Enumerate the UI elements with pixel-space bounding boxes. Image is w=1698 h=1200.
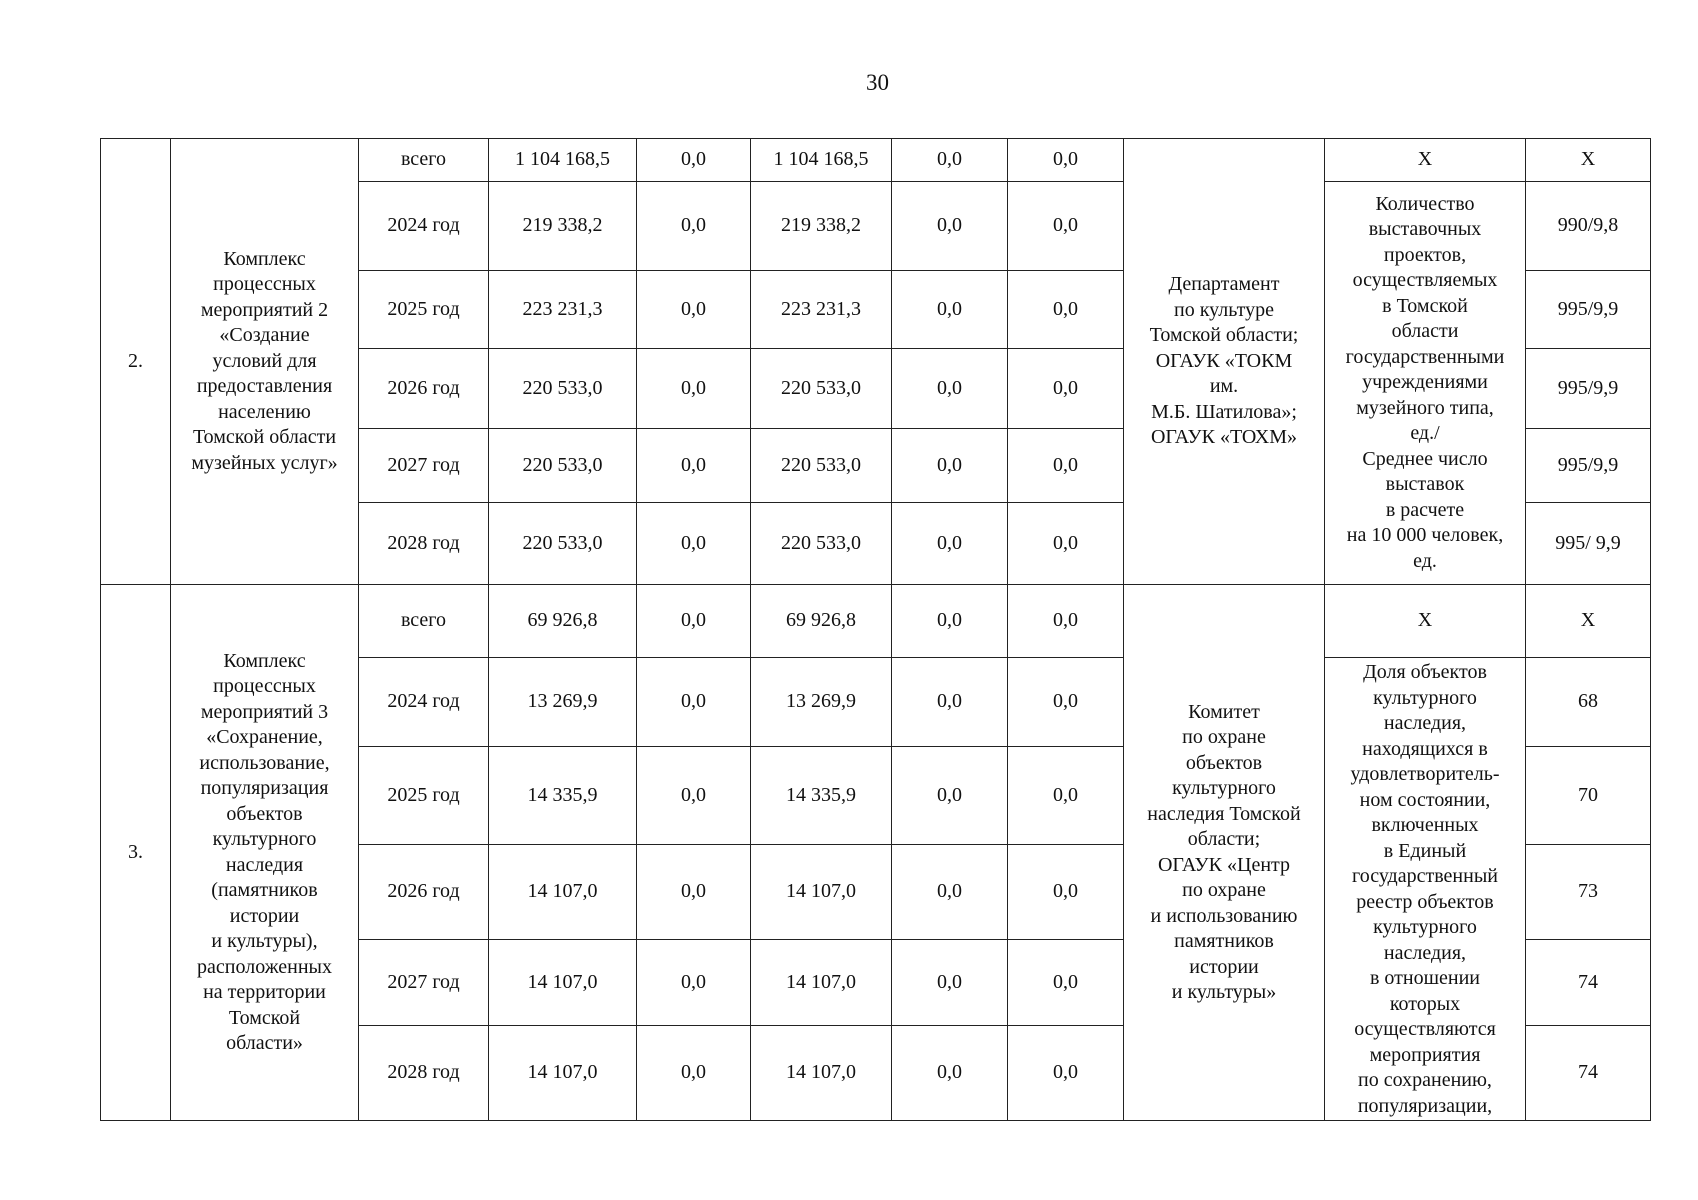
total-cell: 14 107,0 — [489, 940, 637, 1026]
funding-cell: 0,0 — [637, 349, 751, 429]
funding-cell: 0,0 — [1008, 747, 1124, 845]
value-cell: 995/ 9,9 — [1526, 503, 1651, 585]
funding-cell: 0,0 — [892, 271, 1008, 349]
value-cell: 74 — [1526, 940, 1651, 1026]
value-cell: Х — [1526, 585, 1651, 658]
funding-cell: 0,0 — [1008, 658, 1124, 747]
executor-cell: Департамент по культуре Томской области; ОГАУК «ТОКМ им. М.Б. Шатилова»; ОГАУК «ТОХМ» — [1124, 139, 1325, 585]
value-cell: 68 — [1526, 658, 1651, 747]
funding-cell: 0,0 — [637, 139, 751, 182]
funding-cell: 0,0 — [1008, 429, 1124, 503]
total-cell: 1 104 168,5 — [489, 139, 637, 182]
period-cell: 2026 год — [359, 845, 489, 940]
funding-cell: 0,0 — [1008, 182, 1124, 271]
indicator-cell: Доля объектов культурного наследия, находящихся в удовлетворитель- ном состоянии, включенных в Единый государственный реестр объектов культурного наследия, в отношении которых осуществляются мероприятия по сохранению, популяризации, — [1325, 658, 1526, 1121]
total-cell: 219 338,2 — [489, 182, 637, 271]
value-cell: 70 — [1526, 747, 1651, 845]
table-row — [101, 139, 1651, 182]
indicator-x-cell: Х — [1325, 139, 1526, 182]
value-cell: 995/9,9 — [1526, 429, 1651, 503]
period-cell: 2028 год — [359, 1026, 489, 1121]
funding-cell: 0,0 — [892, 747, 1008, 845]
funding-cell: 220 533,0 — [751, 503, 892, 585]
funding-cell: 0,0 — [637, 845, 751, 940]
activity-name: Комплекс процессных мероприятий 3 «Сохранение, использование, популяризация объектов культурного наследия (памятников истории и культуры), расположенных на территории Томской области» — [171, 585, 359, 1121]
funding-cell: 14 335,9 — [751, 747, 892, 845]
funding-cell: 0,0 — [1008, 349, 1124, 429]
funding-cell: 0,0 — [892, 658, 1008, 747]
funding-cell: 0,0 — [1008, 503, 1124, 585]
period-cell: 2025 год — [359, 271, 489, 349]
executor-cell: Комитет по охране объектов культурного наследия Томской области; ОГАУК «Центр по охране и использованию памятников истории и культуры» — [1124, 585, 1325, 1121]
row-number: 3. — [101, 585, 171, 1121]
funding-cell: 220 533,0 — [751, 429, 892, 503]
funding-cell: 0,0 — [892, 139, 1008, 182]
funding-cell: 69 926,8 — [751, 585, 892, 658]
value-cell: 995/9,9 — [1526, 271, 1651, 349]
funding-cell: 0,0 — [1008, 845, 1124, 940]
funding-cell: 0,0 — [892, 940, 1008, 1026]
funding-cell: 0,0 — [637, 429, 751, 503]
funding-cell: 0,0 — [637, 940, 751, 1026]
period-cell: 2025 год — [359, 747, 489, 845]
funding-cell: 0,0 — [892, 1026, 1008, 1121]
total-cell: 14 107,0 — [489, 845, 637, 940]
row-number: 2. — [101, 139, 171, 585]
total-cell: 14 107,0 — [489, 1026, 637, 1121]
period-cell: 2024 год — [359, 658, 489, 747]
indicator-x-cell: Х — [1325, 585, 1526, 658]
funding-cell: 219 338,2 — [751, 182, 892, 271]
funding-cell: 0,0 — [637, 503, 751, 585]
funding-cell: 0,0 — [637, 271, 751, 349]
total-cell: 220 533,0 — [489, 429, 637, 503]
funding-cell: 223 231,3 — [751, 271, 892, 349]
indicator-cell: Количество выставочных проектов, осуществляемых в Томской области государственными учреждениями музейного типа, ед./ Среднее число выставок в расчете на 10 000 человек, ед. — [1325, 182, 1526, 585]
table-row — [101, 585, 1651, 658]
funding-cell: 0,0 — [892, 845, 1008, 940]
funding-cell: 0,0 — [892, 429, 1008, 503]
page-number: 30 — [866, 70, 889, 95]
funding-cell: 0,0 — [1008, 1026, 1124, 1121]
funding-cell: 13 269,9 — [751, 658, 892, 747]
value-cell: 74 — [1526, 1026, 1651, 1121]
total-cell: 220 533,0 — [489, 503, 637, 585]
program-table — [100, 138, 1651, 1121]
total-cell: 14 335,9 — [489, 747, 637, 845]
funding-cell: 0,0 — [637, 658, 751, 747]
period-cell: 2024 год — [359, 182, 489, 271]
value-cell: Х — [1526, 139, 1651, 182]
funding-cell: 0,0 — [1008, 139, 1124, 182]
funding-cell: 0,0 — [892, 503, 1008, 585]
total-cell: 13 269,9 — [489, 658, 637, 747]
funding-cell: 0,0 — [637, 182, 751, 271]
value-cell: 73 — [1526, 845, 1651, 940]
funding-cell: 220 533,0 — [751, 349, 892, 429]
total-cell: 223 231,3 — [489, 271, 637, 349]
funding-cell: 14 107,0 — [751, 1026, 892, 1121]
period-cell: всего — [359, 139, 489, 182]
funding-cell: 0,0 — [637, 1026, 751, 1121]
funding-cell: 0,0 — [892, 182, 1008, 271]
funding-cell: 0,0 — [1008, 271, 1124, 349]
funding-cell: 0,0 — [1008, 940, 1124, 1026]
period-cell: 2026 год — [359, 349, 489, 429]
period-cell: 2027 год — [359, 940, 489, 1026]
total-cell: 69 926,8 — [489, 585, 637, 658]
period-cell: 2027 год — [359, 429, 489, 503]
value-cell: 990/9,8 — [1526, 182, 1651, 271]
period-cell: всего — [359, 585, 489, 658]
funding-cell: 0,0 — [892, 349, 1008, 429]
activity-name: Комплекс процессных мероприятий 2 «Создание условий для предоставления населению Томской области музейных услуг» — [171, 139, 359, 585]
funding-cell: 0,0 — [637, 747, 751, 845]
funding-cell: 0,0 — [1008, 585, 1124, 658]
funding-cell: 14 107,0 — [751, 845, 892, 940]
funding-cell: 14 107,0 — [751, 940, 892, 1026]
value-cell: 995/9,9 — [1526, 349, 1651, 429]
funding-cell: 1 104 168,5 — [751, 139, 892, 182]
total-cell: 220 533,0 — [489, 349, 637, 429]
funding-cell: 0,0 — [637, 585, 751, 658]
period-cell: 2028 год — [359, 503, 489, 585]
funding-cell: 0,0 — [892, 585, 1008, 658]
